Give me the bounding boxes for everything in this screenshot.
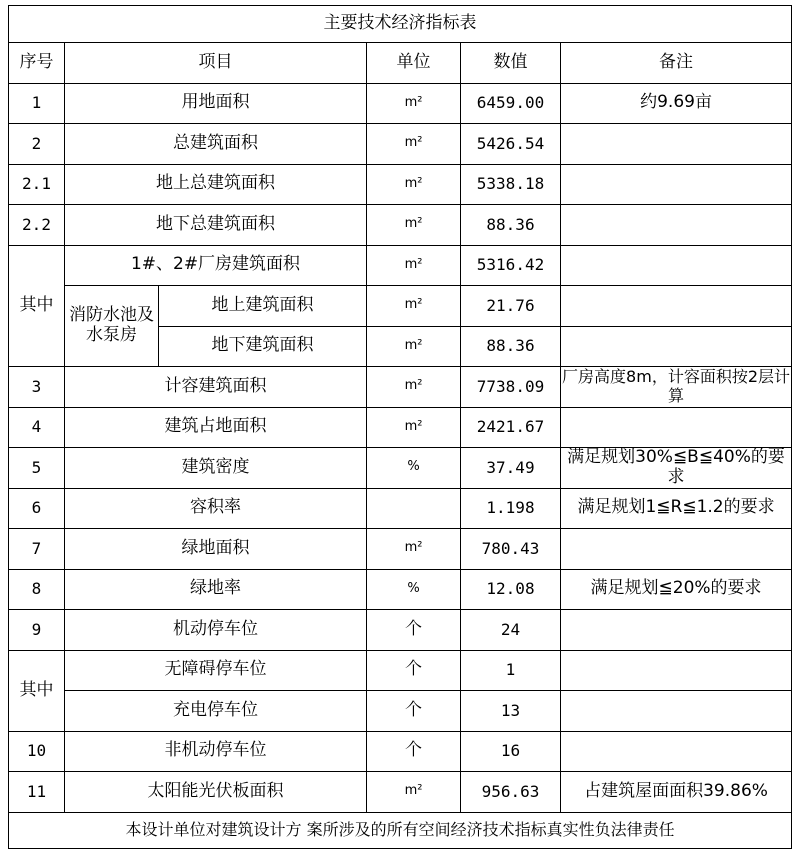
- liability-statement: 本设计单位对建筑设计方 案所涉及的所有空间经济技术指标真实性负法律责任: [9, 812, 792, 848]
- technical-economic-indicator-table: [8, 5, 792, 849]
- row-note: [561, 731, 792, 772]
- row-item: 绿地面积: [65, 529, 367, 570]
- row-index: 9: [9, 610, 65, 651]
- table-row: [9, 650, 792, 691]
- row-note: [561, 529, 792, 570]
- row-value: 13: [461, 691, 561, 732]
- row-unit: m²: [367, 205, 461, 246]
- row-value: 88.36: [461, 205, 561, 246]
- row-unit: m²: [367, 245, 461, 286]
- row-note: [561, 326, 792, 367]
- row-unit: m²: [367, 772, 461, 813]
- row-item: 建筑密度: [65, 448, 367, 489]
- row-note: 厂房高度8m，计容面积按2层计算: [561, 367, 792, 408]
- table-row: [9, 772, 792, 813]
- table-row: [9, 164, 792, 205]
- row-index: 7: [9, 529, 65, 570]
- table-row: [9, 205, 792, 246]
- table-row: [9, 448, 792, 489]
- row-note: [561, 691, 792, 732]
- row-unit: 个: [367, 731, 461, 772]
- row-unit: %: [367, 448, 461, 489]
- row-index: 1: [9, 83, 65, 124]
- row-index: 8: [9, 569, 65, 610]
- row-note: [561, 610, 792, 651]
- row-item: 地下建筑面积: [159, 326, 367, 367]
- table-row: [9, 245, 792, 286]
- row-item: 容积率: [65, 488, 367, 529]
- row-note: 约9.69亩: [561, 83, 792, 124]
- row-item: 太阳能光伏板面积: [65, 772, 367, 813]
- row-index: 5: [9, 448, 65, 489]
- table-row: [9, 124, 792, 165]
- row-item: 非机动停车位: [65, 731, 367, 772]
- row-value: 12.08: [461, 569, 561, 610]
- row-note: [561, 124, 792, 165]
- row-unit: m²: [367, 407, 461, 448]
- footer-row: [9, 812, 792, 848]
- row-value: 780.43: [461, 529, 561, 570]
- group-label-building: 其中: [9, 245, 65, 367]
- row-index: 2.2: [9, 205, 65, 246]
- row-value: 956.63: [461, 772, 561, 813]
- row-item: 计容建筑面积: [65, 367, 367, 408]
- row-unit: [367, 488, 461, 529]
- row-value: 16: [461, 731, 561, 772]
- row-value: 6459.00: [461, 83, 561, 124]
- row-unit: m²: [367, 83, 461, 124]
- row-item: 地上总建筑面积: [65, 164, 367, 205]
- row-index: 3: [9, 367, 65, 408]
- table-row: [9, 529, 792, 570]
- table-row: [9, 407, 792, 448]
- row-note: [561, 407, 792, 448]
- header-value: 数值: [461, 43, 561, 84]
- table-row: [9, 610, 792, 651]
- row-index: 10: [9, 731, 65, 772]
- header-unit: 单位: [367, 43, 461, 84]
- row-value: 21.76: [461, 286, 561, 327]
- row-note: [561, 205, 792, 246]
- table-title: 主要技术经济指标表: [9, 6, 792, 43]
- row-unit: m²: [367, 326, 461, 367]
- header-index: 序号: [9, 43, 65, 84]
- row-note: 满足规划≦20%的要求: [561, 569, 792, 610]
- row-index: 2: [9, 124, 65, 165]
- row-unit: m²: [367, 286, 461, 327]
- row-index: 11: [9, 772, 65, 813]
- table-row: [9, 286, 792, 327]
- row-value: 88.36: [461, 326, 561, 367]
- row-unit: m²: [367, 164, 461, 205]
- row-item: 机动停车位: [65, 610, 367, 651]
- title-row: [9, 6, 792, 43]
- row-unit: m²: [367, 529, 461, 570]
- pump-house-label: 消防水池及水泵房: [65, 286, 159, 367]
- row-unit: 个: [367, 610, 461, 651]
- row-note: [561, 650, 792, 691]
- row-value: 37.49: [461, 448, 561, 489]
- row-item: 总建筑面积: [65, 124, 367, 165]
- table-row: [9, 691, 792, 732]
- header-item: 项目: [65, 43, 367, 84]
- row-value: 5338.18: [461, 164, 561, 205]
- header-note: 备注: [561, 43, 792, 84]
- row-item: 用地面积: [65, 83, 367, 124]
- row-unit: 个: [367, 650, 461, 691]
- table-row: [9, 367, 792, 408]
- row-value: 1.198: [461, 488, 561, 529]
- row-value: 2421.67: [461, 407, 561, 448]
- table-row: [9, 731, 792, 772]
- table-row: [9, 488, 792, 529]
- row-unit: 个: [367, 691, 461, 732]
- row-note: 占建筑屋面面积39.86%: [561, 772, 792, 813]
- row-index: 4: [9, 407, 65, 448]
- group-label-parking: 其中: [9, 650, 65, 731]
- header-row: [9, 43, 792, 84]
- row-index: 2.1: [9, 164, 65, 205]
- row-index: 6: [9, 488, 65, 529]
- row-item: 绿地率: [65, 569, 367, 610]
- row-unit: m²: [367, 124, 461, 165]
- indicator-table-wrapper: [8, 5, 792, 849]
- row-item: 建筑占地面积: [65, 407, 367, 448]
- row-note: 满足规划30%≦B≦40%的要求: [561, 448, 792, 489]
- row-item: 无障碍停车位: [65, 650, 367, 691]
- table-row: [9, 83, 792, 124]
- row-note: 满足规划1≦R≦1.2的要求: [561, 488, 792, 529]
- row-note: [561, 286, 792, 327]
- row-item: 充电停车位: [65, 691, 367, 732]
- row-value: 5426.54: [461, 124, 561, 165]
- row-item: 1#、2#厂房建筑面积: [65, 245, 367, 286]
- row-value: 7738.09: [461, 367, 561, 408]
- row-value: 1: [461, 650, 561, 691]
- row-value: 5316.42: [461, 245, 561, 286]
- row-value: 24: [461, 610, 561, 651]
- table-row: [9, 569, 792, 610]
- row-unit: %: [367, 569, 461, 610]
- row-item: 地上建筑面积: [159, 286, 367, 327]
- row-note: [561, 245, 792, 286]
- row-note: [561, 164, 792, 205]
- row-item: 地下总建筑面积: [65, 205, 367, 246]
- row-unit: m²: [367, 367, 461, 408]
